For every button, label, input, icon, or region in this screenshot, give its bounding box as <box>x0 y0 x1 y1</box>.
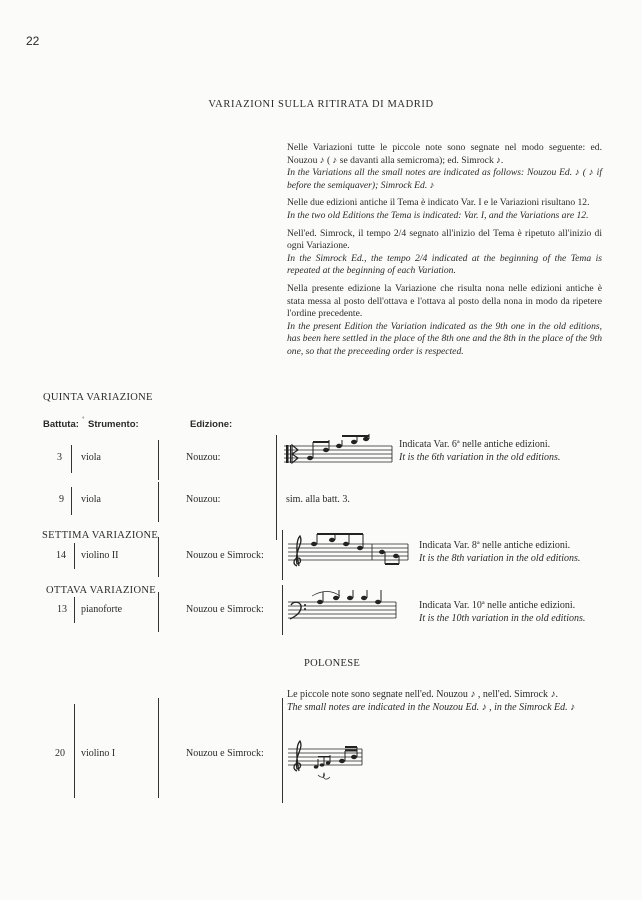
note-2-italian: Nelle due edizioni antiche il Tema è indicato Var. I e le Variazioni risultano 12. <box>287 197 590 209</box>
row1-strumento: viola <box>81 452 101 463</box>
header-edizione: Edizione: <box>190 419 233 430</box>
row4-music-excerpt <box>288 588 398 628</box>
header-strumento: Strumento: <box>88 419 139 430</box>
section-settima-variazione: SETTIMA VARIAZIONE <box>42 530 159 541</box>
row2-divider-a <box>71 487 72 515</box>
row5-comment-italian: Le piccole note sono segnate nell'ed. Nouzou ♪ , nell'ed. Simrock ♪. <box>287 689 559 700</box>
row4-comment <box>419 600 609 625</box>
rows12-divider-c <box>276 435 277 540</box>
note-1-italian: Nelle Variazioni tutte le piccole note sono segnate nel modo seguente: ed. Nouzou ♪ ( ♪ se davanti alla semicroma); ed. Simrock ♪. <box>287 142 602 166</box>
section-quinta-variazione: QUINTA VARIAZIONE <box>43 392 153 403</box>
row3-divider-c <box>282 530 283 580</box>
row3-comment-italian: Indicata Var. 8ª nelle antiche edizioni. <box>419 540 571 551</box>
note-2-english: In the two old Editions the Tema is indicated: Var. I, and the Variations are 12. <box>287 209 589 221</box>
note-3-english: In the Simrock Ed., the tempo 2/4 indicated at the beginning of the Tema is repeated at the beginning of each Variation. <box>287 252 602 277</box>
row1-divider-b <box>158 440 159 480</box>
row3-comment <box>419 540 609 565</box>
row3-divider-a <box>74 543 75 569</box>
row1-divider-a <box>71 445 72 473</box>
row5-music-excerpt <box>288 735 368 783</box>
row3-music-excerpt <box>288 530 413 572</box>
row2-strumento: viola <box>81 494 101 505</box>
row3-battuta: 14 <box>56 550 66 561</box>
row5-edizione: Nouzou e Simrock: <box>186 748 264 759</box>
row1-battuta: 3 <box>57 452 62 463</box>
row4-comment-italian: Indicata Var. 10ª nelle antiche edizioni. <box>419 600 576 611</box>
note-3-italian: Nell'ed. Simrock, il tempo 2/4 segnato all'inizio del Tema è ripetuto all'inizio di ogni Variazione. <box>287 227 602 252</box>
row2-divider-b <box>158 482 159 522</box>
editorial-notes <box>287 142 602 364</box>
row3-edizione: Nouzou e Simrock: <box>186 550 264 561</box>
page-number: 22 <box>26 34 40 48</box>
row5-divider-c <box>282 698 283 803</box>
page-title: VARIAZIONI SULLA RITIRATA DI MADRID <box>208 99 434 110</box>
row4-comment-english: It is the 10th variation in the old editions. <box>419 612 586 624</box>
row1-comment-italian: Indicata Var. 6ª nelle antiche edizioni. <box>399 439 551 450</box>
row1-comment <box>399 439 599 464</box>
row2-battuta: 9 <box>59 494 64 505</box>
row5-comment-english: The small notes are indicated in the Nouzou Ed. ♪ , in the Simrock Ed. ♪ <box>287 701 576 713</box>
note-1-english: In the Variations all the small notes are indicated as follows: Nouzou Ed. ♪ ( ♪ if before the semiquaver); Simrock Ed. ♪ <box>287 167 602 191</box>
section-ottava-variazione: OTTAVA VARIAZIONE <box>46 585 156 596</box>
row5-comment <box>287 689 607 714</box>
row5-battuta: 20 <box>55 748 65 759</box>
note-4-english: In the present Edition the Variation indicated as the 9th one in the old editions, has been here settled in the place of the 8th one and the 8th in the place of the 9th one, so that the preceeding order is respected. <box>287 320 602 357</box>
note-4-italian: Nella presente edizione la Variazione che risulta nona nelle edizioni antiche è stata messa al posto dell'ottava e l'ottava al posto della nona in modo da ripetere l'ordine precedente. <box>287 282 602 320</box>
row4-battuta: 13 <box>57 604 67 615</box>
section-polonese: POLONESE <box>304 658 361 669</box>
row3-divider-b <box>158 537 159 577</box>
row4-edizione: Nouzou e Simrock: <box>186 604 264 615</box>
row2-edizione: Nouzou: <box>186 494 221 505</box>
row2-comment: sim. alla batt. 3. <box>286 494 350 505</box>
header-battuta: Battuta: <box>43 419 79 430</box>
row5-divider-b <box>158 698 159 798</box>
row3-strumento: violino II <box>81 550 119 561</box>
row5-divider-a <box>74 704 75 798</box>
row4-divider-c <box>282 585 283 635</box>
row4-divider-b <box>158 592 159 632</box>
row1-edizione: Nouzou: <box>186 452 221 463</box>
row4-divider-a <box>74 597 75 623</box>
row3-comment-english: It is the 8th variation in the old editions. <box>419 552 581 564</box>
row4-strumento: pianoforte <box>81 604 123 615</box>
row1-comment-english: It is the 6th variation in the old editions. <box>399 451 561 463</box>
row1-music-excerpt <box>284 432 394 472</box>
row5-strumento: violino I <box>81 748 116 759</box>
asterisk-mark: ˚ <box>82 416 85 425</box>
